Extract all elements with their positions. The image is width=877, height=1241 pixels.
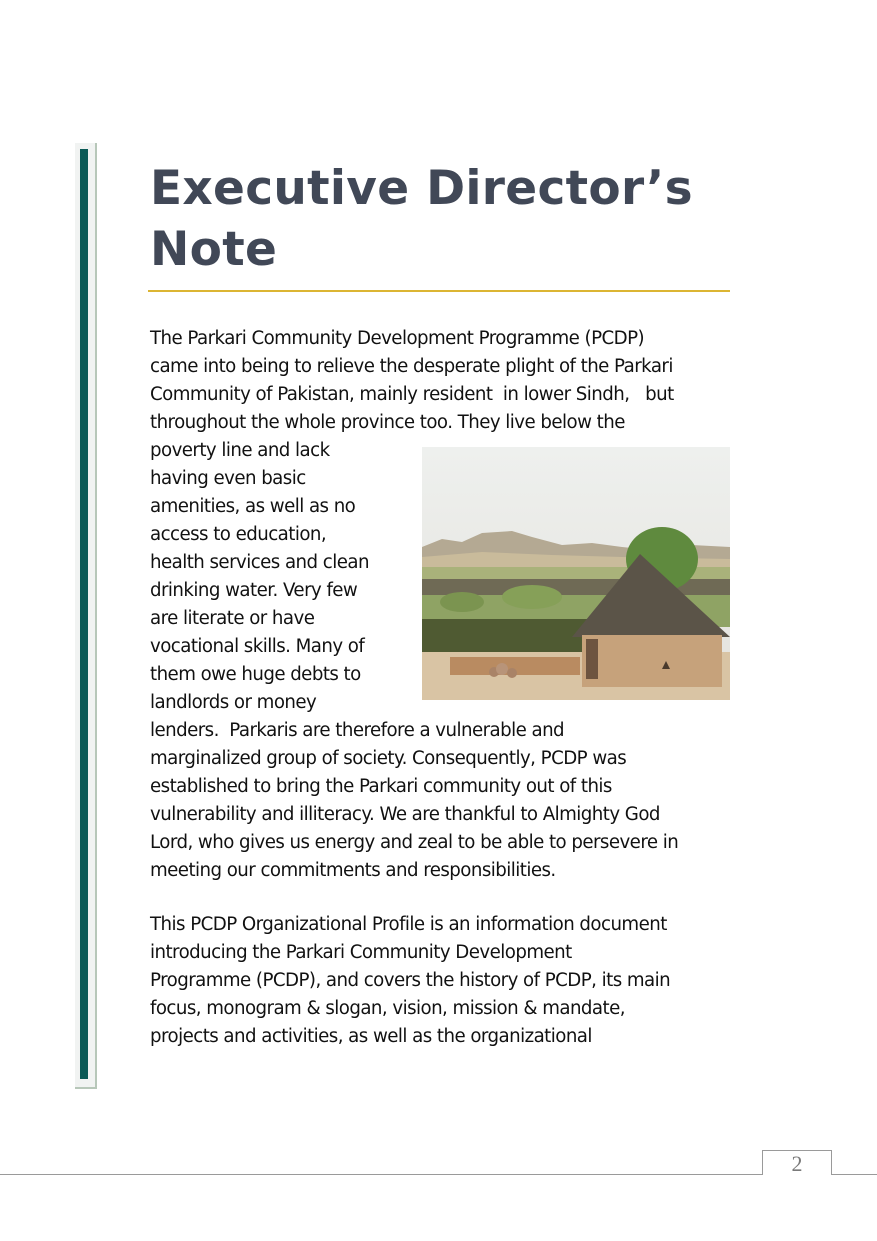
text-line: health services and clean — [150, 552, 369, 573]
text-line: established to bring the Parkari community out of this — [150, 776, 612, 797]
text-line: projects and activities, as well as the organizational — [150, 1026, 592, 1047]
page-title — [150, 158, 750, 280]
text-line: meeting our commitments and responsibilities. — [150, 860, 556, 881]
text-line: came into being to relieve the desperate plight of the Parkari — [150, 356, 673, 377]
text-line: poverty line and lack — [150, 440, 330, 461]
text-line: lenders. Parkaris are therefore a vulnerable and — [150, 720, 565, 741]
text-line: Programme (PCDP), and covers the history of PCDP, its main — [150, 970, 671, 991]
title-line: Executive Director’s — [150, 161, 693, 216]
text-line: Lord, who gives us energy and zeal to be able to persevere in — [150, 832, 679, 853]
title-line: Note — [150, 222, 278, 277]
footer-rule — [0, 1174, 762, 1175]
title-underline — [148, 290, 730, 292]
text-line: focus, monogram & slogan, vision, mission & mandate, — [150, 998, 625, 1019]
side-accent-bar — [80, 149, 88, 1079]
text-line: vulnerability and illiteracy. We are thankful to Almighty God — [150, 804, 660, 825]
page-number: 2 — [762, 1150, 832, 1175]
text-line: landlords or money — [150, 692, 317, 713]
text-line: vocational skills. Many of — [150, 636, 365, 657]
text-line: them owe huge debts to — [150, 664, 361, 685]
text-line: having even basic — [150, 468, 306, 489]
text-line: introducing the Parkari Community Development — [150, 942, 572, 963]
text-line: This PCDP Organizational Profile is an information document — [150, 914, 667, 935]
footer-rule — [832, 1174, 877, 1175]
hut-landscape-photo — [422, 447, 730, 700]
text-line: The Parkari Community Development Programme (PCDP) — [150, 328, 645, 349]
text-line: marginalized group of society. Consequently, PCDP was — [150, 748, 627, 769]
text-line: Community of Pakistan, mainly resident in lower Sindh, but — [150, 384, 674, 405]
text-line: drinking water. Very few — [150, 580, 358, 601]
text-line: are literate or have — [150, 608, 315, 629]
paragraph-profile — [150, 911, 732, 1051]
text-line: amenities, as well as no — [150, 496, 356, 517]
text-line: access to education, — [150, 524, 327, 545]
text-line: throughout the whole province too. They live below the — [150, 412, 625, 433]
